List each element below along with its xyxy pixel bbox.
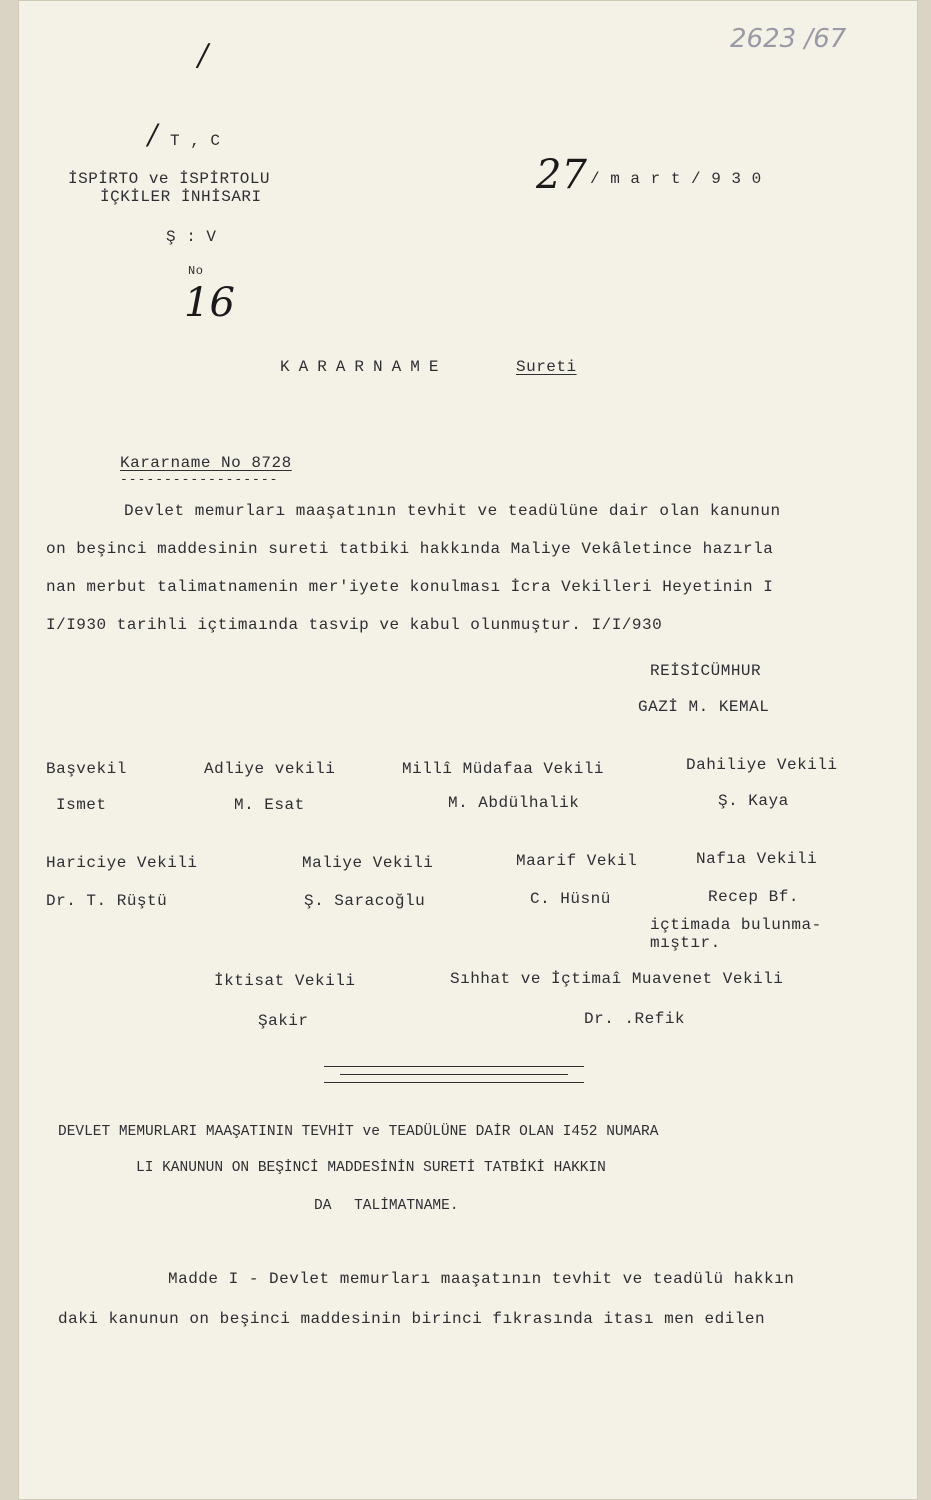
decree-dashes: ------------------ [120, 472, 279, 487]
minister-title: Adliye vekili [204, 760, 336, 778]
document-page [18, 0, 918, 1500]
date-rest: / m a r t / 9 3 0 [590, 170, 762, 188]
minister-title: Millî Müdafaa Vekili [402, 760, 605, 778]
minister-name: C. Hüsnü [530, 890, 611, 908]
header-dept: Ş : V [166, 228, 217, 246]
minister-name: M. Esat [234, 796, 305, 814]
minister-name: Ş. Kaya [718, 792, 789, 810]
decree-line-3: nan merbut talimatnamenin mer'iyete konulması İcra Vekilleri Heyetinin I [46, 578, 774, 596]
minister-title: Hariciye Vekili [46, 854, 198, 872]
president-name: GAZİ M. KEMAL [638, 698, 770, 716]
header-org-line1: İSPİRTO ve İSPİRTOLU [68, 170, 271, 188]
minister-name: Ş. Saracoğlu [304, 892, 426, 910]
minister-title: Dahiliye Vekili [686, 756, 838, 774]
regulation-heading-line2: LI KANUNUN ON BEŞİNCİ MADDESİNİN SURETİ TATBİKİ HAKKIN [136, 1160, 606, 1176]
handwritten-tick: / [148, 118, 158, 151]
date-day: 27 [536, 152, 587, 198]
header-no-value: 16 [184, 280, 235, 326]
decree-line-2: on beşinci maddesinin sureti tatbiki hakkında Maliye Vekâletince hazırla [46, 540, 774, 558]
minister-title: Sıhhat ve İçtimaî Muavenet Vekili [450, 970, 784, 988]
minister-title: Nafıa Vekili [696, 850, 818, 868]
minister-title: Maliye Vekili [302, 854, 434, 872]
minister-name: Dr. .Refik [584, 1010, 686, 1028]
nafia-note-line2: mıştır. [650, 934, 721, 952]
title-sureti: Sureti [516, 358, 577, 376]
separator-line [324, 1082, 584, 1083]
regulation-heading-line3: DA TALİMATNAME. [314, 1198, 459, 1214]
minister-title: Maarif Vekil [516, 852, 638, 870]
handwritten-mark: / [198, 38, 209, 73]
president-title: REİSİCÜMHUR [650, 662, 762, 680]
decree-line-1: Devlet memurları maaşatının tevhit ve teadülüne dair olan kanunun [124, 502, 781, 520]
decree-line-4: I/I930 tarihli içtimaında tasvip ve kabul olunmuştur. I/I/930 [46, 616, 663, 634]
regulation-heading-line1: DEVLET MEMURLARI MAAŞATININ TEVHİT ve TEADÜLÜNE DAİR OLAN I452 NUMARA [58, 1124, 659, 1140]
nafia-note-line1: içtimada bulunma- [650, 916, 822, 934]
minister-title: İktisat Vekili [214, 972, 356, 990]
title-kararname: KARARNAME [280, 358, 448, 376]
header-org-line2: İÇKİLER İNHİSARI [100, 188, 262, 206]
header-no-label: No [188, 264, 204, 278]
decree-number: Kararname No 8728 [120, 454, 292, 472]
minister-name: M. Abdülhalik [448, 794, 580, 812]
separator-line [324, 1066, 584, 1067]
minister-title: Başvekil [46, 760, 127, 778]
header-tc: T , C [170, 132, 221, 150]
minister-name: Dr. T. Rüştü [46, 892, 168, 910]
minister-name: Şakir [258, 1012, 309, 1030]
article-line2: daki kanunun on beşinci maddesinin birinci fıkrasında itası men edilen [58, 1310, 766, 1328]
minister-name: Ismet [56, 796, 107, 814]
separator-line [340, 1074, 568, 1075]
minister-name: Recep Bf. [708, 888, 799, 906]
archive-number: 2623 /67 [730, 24, 847, 54]
article-line1: Madde I - Devlet memurları maaşatının tevhit ve teadülü hakkın [168, 1270, 795, 1288]
